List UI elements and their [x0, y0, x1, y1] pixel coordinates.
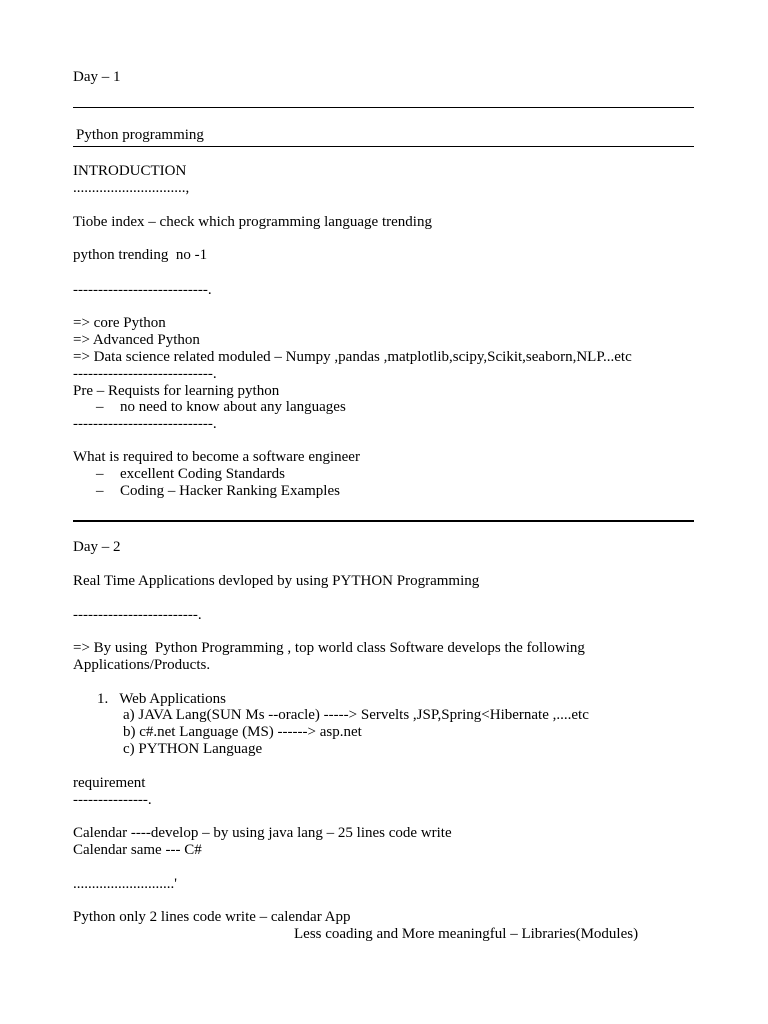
realtime-heading: Real Time Applications devloped by using PYTHON Programming	[73, 573, 480, 589]
prereq-item: no need to know about any languages	[120, 399, 346, 415]
dashes-line-4: -------------------------.	[73, 607, 202, 623]
required-item-hacker-ranking: Coding – Hacker Ranking Examples	[120, 483, 340, 499]
prereq-title: Pre – Requists for learning python	[73, 383, 280, 399]
divider-day1-top	[73, 107, 694, 108]
required-item-coding-standards: excellent Coding Standards	[120, 466, 285, 482]
numbered-item-web-applications: 1. Web Applications	[97, 691, 226, 707]
divider-day-section	[73, 520, 694, 522]
by-using-line-2: Applications/Products.	[73, 657, 211, 673]
required-title: What is required to become a software engineer	[73, 449, 360, 465]
dashes-line-2: ----------------------------.	[73, 366, 217, 382]
list-item-advanced-python: => Advanced Python	[73, 332, 200, 348]
dashes-line-3: ----------------------------.	[73, 416, 217, 432]
dashes-line-1: ---------------------------.	[73, 282, 212, 298]
divider-day1-subtitle	[73, 146, 694, 147]
calendar-java-line: Calendar ----develop – by using java lang – 25 lines code write	[73, 825, 452, 841]
dash-bullet: –	[96, 466, 104, 482]
calendar-csharp-line: Calendar same --- C#	[73, 842, 202, 858]
list-item-core-python: => core Python	[73, 315, 166, 331]
day1-title: Day – 1	[73, 69, 121, 85]
by-using-line-1: => By using Python Programming , top world class Software develops the following	[73, 640, 585, 656]
list-item-data-science: => Data science related moduled – Numpy ,pandas ,matplotlib,scipy,Scikit,seaborn,NLP...etc	[73, 349, 632, 365]
python-only-line: Python only 2 lines code write – calendar App	[73, 909, 351, 925]
trending-line: python trending no -1	[73, 247, 208, 263]
sub-item-python: c) PYTHON Language	[123, 741, 263, 757]
dots-line-1: ..............................,	[73, 180, 190, 196]
less-coading-line: Less coading and More meaningful – Libraries(Modules)	[294, 926, 639, 942]
day1-subtitle: Python programming	[76, 127, 204, 143]
introduction-heading: INTRODUCTION	[73, 163, 187, 179]
tiobe-line: Tiobe index – check which programming language trending	[73, 214, 432, 230]
requirement-heading: requirement	[73, 775, 146, 791]
dots-line-2: ...........................'	[73, 876, 177, 892]
dash-bullet: –	[96, 399, 104, 415]
dash-bullet: –	[96, 483, 104, 499]
dashes-line-5: ---------------.	[73, 792, 152, 808]
day2-title: Day – 2	[73, 539, 121, 555]
sub-item-java: a) JAVA Lang(SUN Ms --oracle) -----> Servelts ,JSP,Spring<Hibernate ,....etc	[123, 707, 589, 723]
sub-item-csharp: b) c#.net Language (MS) ------> asp.net	[123, 724, 362, 740]
